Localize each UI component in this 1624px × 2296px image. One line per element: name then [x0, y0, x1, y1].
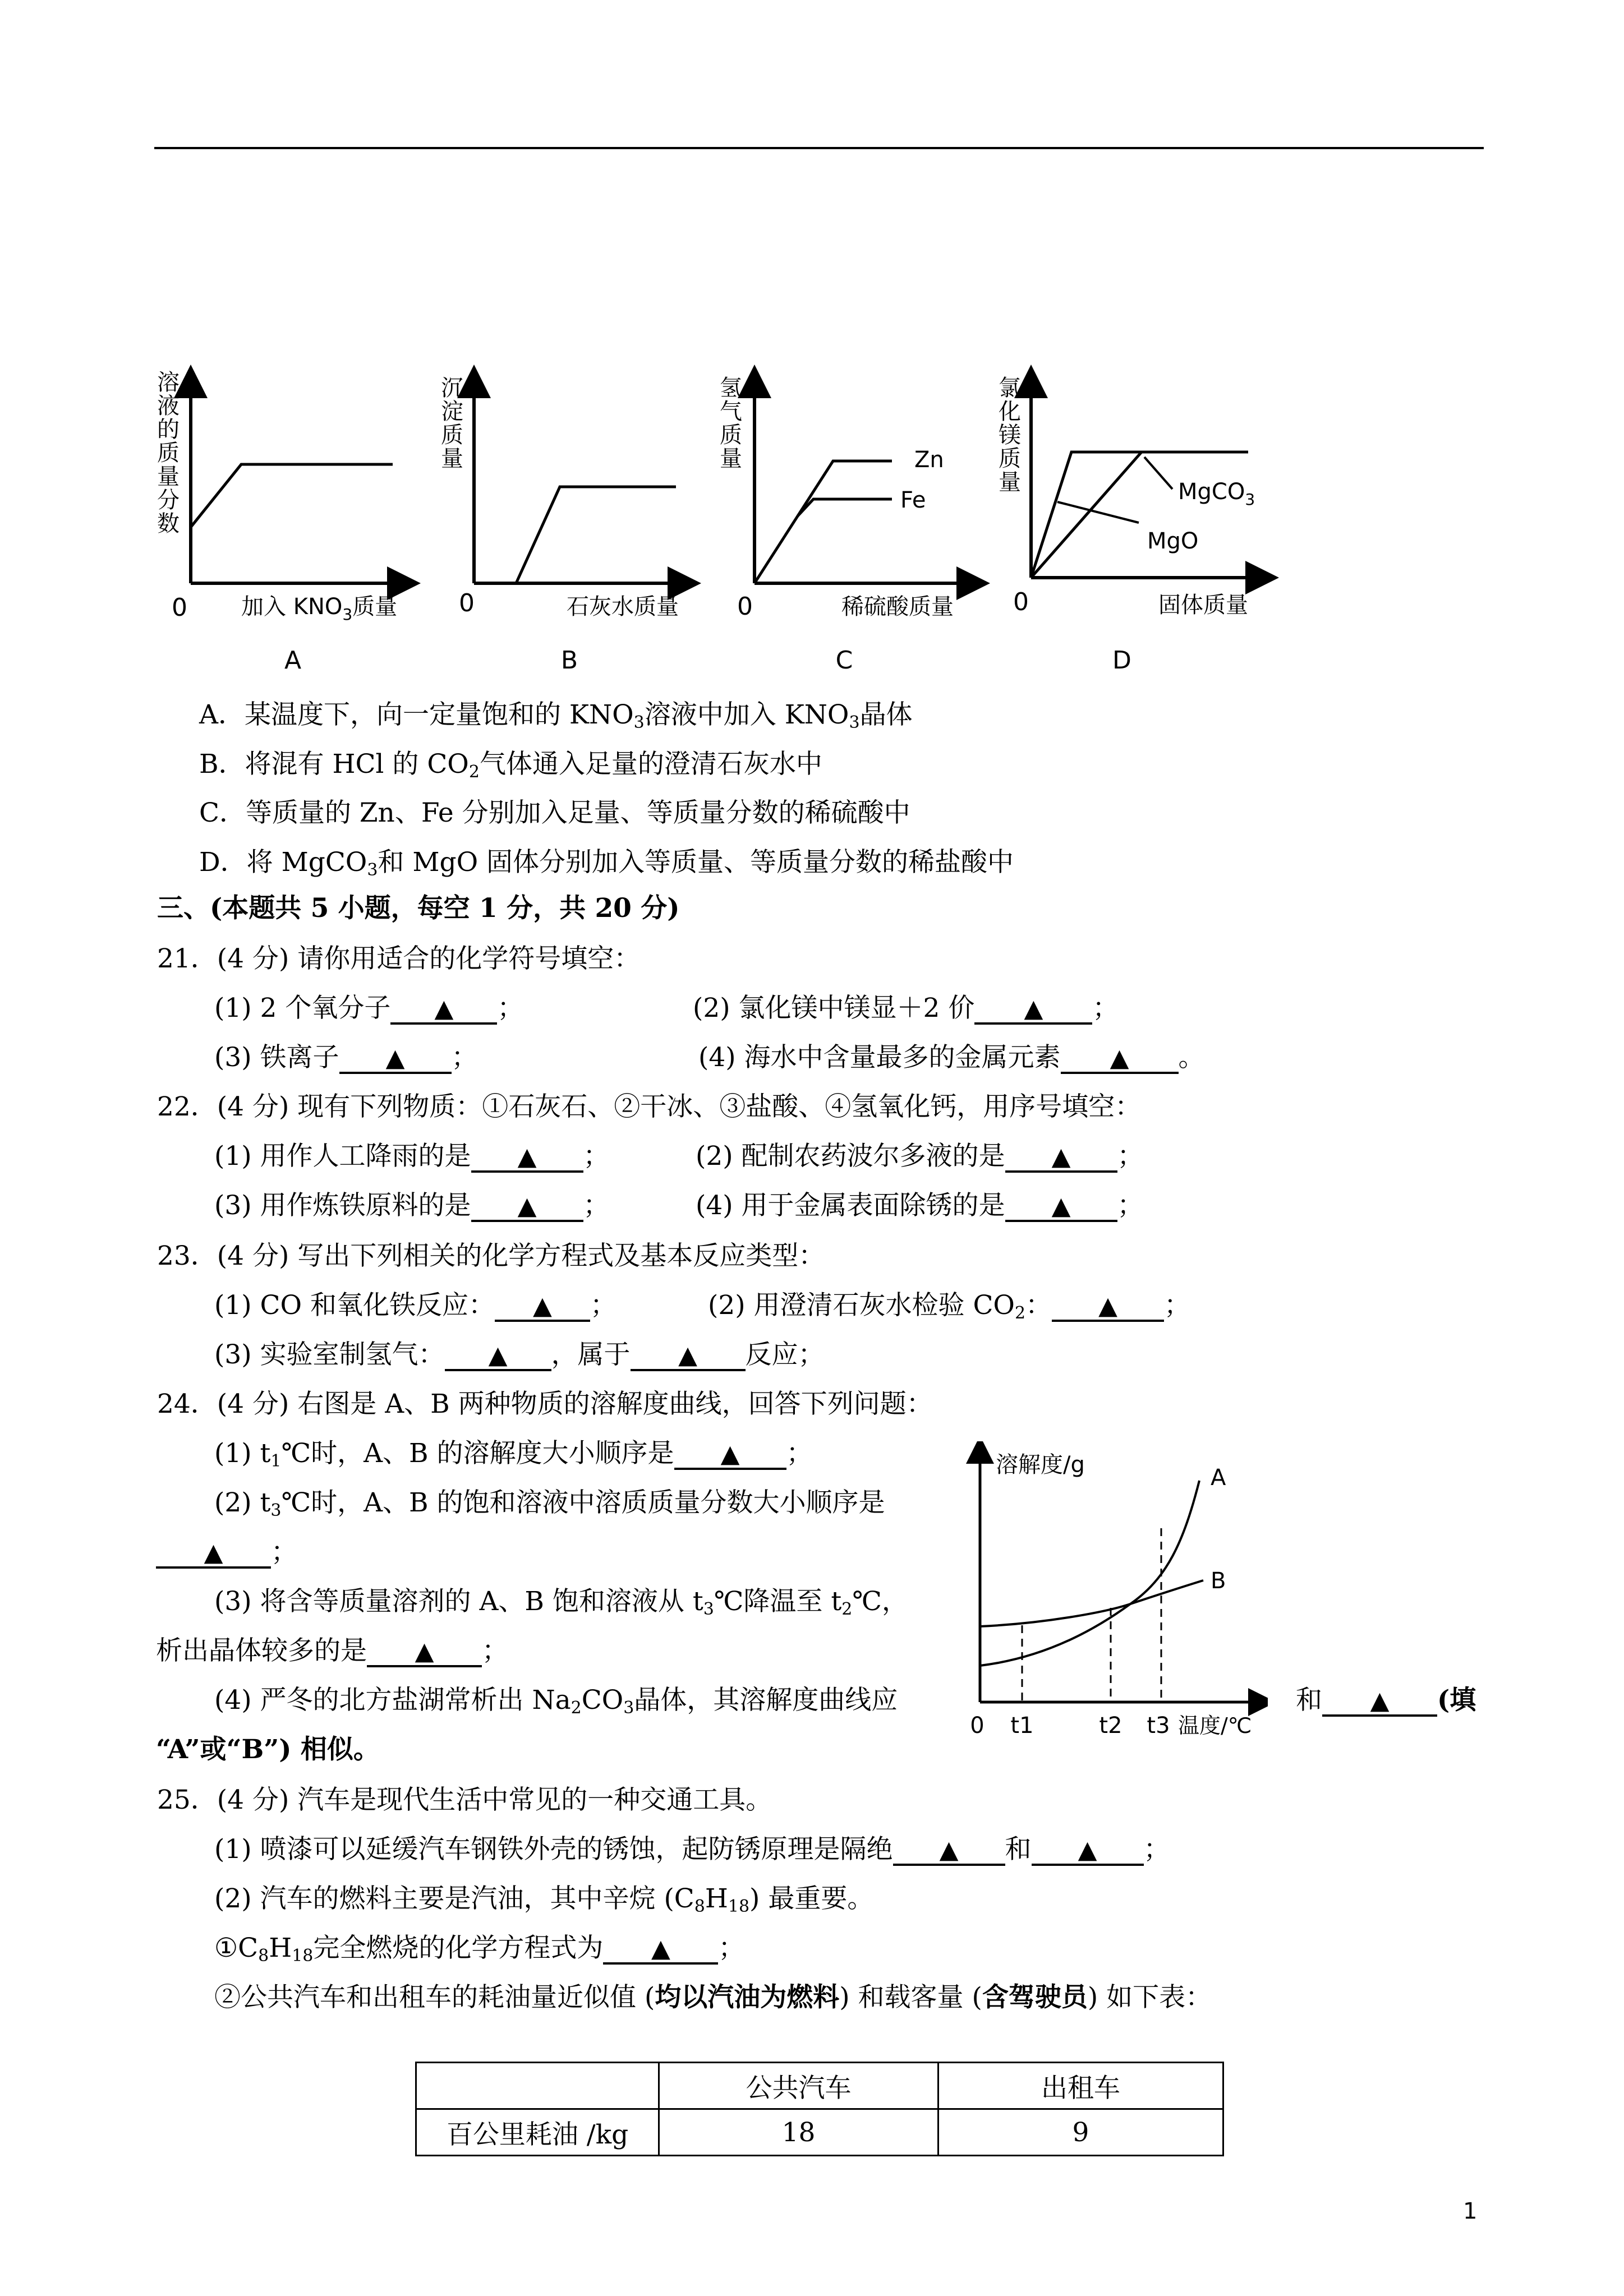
- graph-c: [720, 375, 973, 675]
- graph-c-letter: C: [835, 646, 853, 675]
- graph-b-origin: 0: [459, 589, 475, 617]
- solubility-tick-0: 0: [970, 1713, 984, 1739]
- fuel-table: [415, 2062, 1224, 2156]
- graph-a-origin: 0: [172, 593, 187, 622]
- q24-sub1: (1) $t_1℃$时，A、B 的溶解度大小顺序是 ▲ ；: [214, 1438, 813, 1471]
- solubility-label-b: B: [1211, 1568, 1226, 1594]
- graph-ylabel: 沉淀质量: [441, 375, 463, 472]
- option-b: B．将混有 HCl 的 $CO_2$气体通入足量的澄清石灰水中: [199, 749, 822, 782]
- graph-ylabel: 溶液的质量分数: [157, 370, 180, 537]
- graph-a-curve: [191, 464, 393, 527]
- q23-stem: 23．(4 分) 写出下列相关的化学方程式及基本反应类型：: [157, 1241, 825, 1271]
- q24-sub3-line2: 析出晶体较多的是 ▲ ；: [156, 1635, 508, 1666]
- graph-b-xlabel: 石灰水质量: [567, 594, 679, 620]
- graph-a-letter: A: [284, 646, 302, 675]
- svg-text:加入 KNO3质量: 加入 $KNO_3$质量: [241, 594, 398, 624]
- option-c: C．等质量的 Zn、Fe 分别加入足量、等质量分数的稀硫酸中: [199, 797, 910, 828]
- graph-d-origin: 0: [1013, 588, 1029, 616]
- q24-sub4: (4) 严冬的北方盐湖常析出 $Na_2CO_3$晶体，其溶解度曲线应: [214, 1685, 898, 1718]
- q21-sub1: (1) 2 个氧分子 ▲ ；: [214, 993, 524, 1023]
- table-cell: 18: [659, 2109, 938, 2156]
- table-row: [416, 2109, 1223, 2156]
- q21-sub3: (3) 铁离子 ▲ ；: [214, 1042, 478, 1073]
- solubility-xlabel: 温度/℃: [1178, 1713, 1252, 1738]
- solubility-curve-a: [980, 1481, 1199, 1666]
- q25-stem: 25．(4 分) 汽车是现代生活中常见的一种交通工具。: [157, 1785, 772, 1815]
- page-number: 1: [1463, 2198, 1478, 2224]
- solubility-ylabel: 溶解度/g: [996, 1452, 1085, 1478]
- q24-sub4-tail: 和 ▲ (填: [1296, 1685, 1476, 1716]
- q23-sub3: (3) 实验室制氢气： ▲ ，属于 ▲ 反应；: [214, 1339, 825, 1370]
- graph-d: [999, 375, 1262, 675]
- q21-sub4: (4) 海水中含量最多的金属元素 ▲ 。: [698, 1042, 1205, 1073]
- table-header-cell: 公共汽车: [659, 2063, 938, 2109]
- graph-c-curve-fe: [798, 499, 892, 516]
- table-header-row: [416, 2063, 1223, 2109]
- section-3-heading: 三、(本题共 5 小题，每空 1 分，共 20 分): [157, 893, 680, 924]
- q25-sub4: ②公共汽车和出租车的耗油量近似值 (均以汽油为燃料) 和载客量 (含驾驶员) 如下表：: [214, 1982, 1212, 2013]
- graph-b-curve: [474, 487, 676, 583]
- graph-d-letter: D: [1112, 646, 1131, 675]
- q24-sub2: (2) $t_3℃$时，A、B 的饱和溶液中溶质质量分数大小顺序是: [214, 1487, 885, 1520]
- table-cell: 9: [938, 2109, 1223, 2156]
- solubility-tick-t3: t3: [1147, 1713, 1170, 1739]
- q22-sub1: (1) 用作人工降雨的是 ▲ ；: [214, 1141, 610, 1172]
- graph-a: [157, 370, 404, 675]
- q22-sub3: (3) 用作炼铁原料的是 ▲ ；: [214, 1190, 610, 1221]
- q24-sub4-line2: “A”或“B”) 相似。: [156, 1734, 380, 1765]
- solubility-curve-b: [980, 1580, 1203, 1626]
- q24-sub2-answer: ▲ ；: [156, 1536, 297, 1569]
- graph-ylabel: 氯化镁质量: [999, 375, 1021, 495]
- graph-d-mgo-label: MgO: [1147, 528, 1199, 554]
- q23-sub2: (2) 用澄清石灰水检验 $CO_2$： ▲ ；: [708, 1290, 1191, 1323]
- q23-sub1: (1) CO 和氧化铁反应： ▲ ；: [214, 1290, 617, 1321]
- graph-c-fe-label: Fe: [900, 487, 926, 513]
- graph-c-xlabel: 稀硫酸质量: [841, 594, 954, 620]
- graph-ylabel: 氢气质量: [720, 375, 742, 472]
- q21-sub2: (2) 氯化镁中镁显＋2 价 ▲ ；: [693, 993, 1119, 1023]
- solubility-chart: [965, 1441, 1268, 1755]
- q21-stem: 21．(4 分) 请你用适合的化学符号填空：: [157, 943, 641, 974]
- q25-sub1: (1) 喷漆可以延缓汽车钢铁外壳的锈蚀，起防锈原理是隔绝 ▲ 和 ▲ ；: [214, 1834, 1170, 1865]
- option-d: D．将 MgCO$_3$和 MgO 固体分别加入等质量、等质量分数的稀盐酸中: [199, 847, 1014, 880]
- option-graphs: [0, 0, 1624, 690]
- graph-d-curve-mgo: [1031, 452, 1248, 578]
- graph-b-letter: B: [560, 646, 578, 675]
- solubility-label-a: A: [1211, 1465, 1226, 1491]
- graph-c-curve-zn: [755, 461, 892, 583]
- solubility-tick-t2: t2: [1099, 1713, 1122, 1739]
- graph-d-curve-mgco3: [1031, 452, 1142, 578]
- svg-text:MgCO3: MgCO$_3$: [1178, 479, 1255, 509]
- graph-d-xlabel: 固体质量: [1158, 592, 1248, 618]
- q22-sub2: (2) 配制农药波尔多液的是 ▲ ；: [696, 1141, 1144, 1172]
- table-header-cell: [416, 2063, 659, 2109]
- q22-stem: 22．(4 分) 现有下列物质：①石灰石、②干冰、③盐酸、④氢氧化钙，用序号填空：: [157, 1091, 1142, 1122]
- solubility-tick-t1: t1: [1010, 1713, 1034, 1739]
- q22-sub4: (4) 用于金属表面除锈的是 ▲ ；: [696, 1190, 1144, 1221]
- q25-sub2: (2) 汽车的燃料主要是汽油，其中辛烷 $(C_8H_{18})$ 最重要。: [214, 1883, 874, 1916]
- q25-sub3: $①C_8H_{18}$完全燃烧的化学方程式为 ▲ ；: [214, 1933, 745, 1966]
- q24-sub3: (3) 将含等质量溶剂的 A、B 饱和溶液从 $t_3℃$降温至 $t_2℃$，: [214, 1586, 908, 1619]
- q24-stem: 24．(4 分) 右图是 A、B 两种物质的溶解度曲线，回答下列问题：: [157, 1389, 933, 1419]
- graph-b: [441, 375, 684, 675]
- graph-c-zn-label: Zn: [914, 447, 944, 473]
- option-a: A．某温度下，向一定量饱和的 $KNO_3$溶液中加入 $KNO_3$晶体: [199, 699, 913, 732]
- graph-c-origin: 0: [737, 592, 753, 621]
- table-cell: 百公里耗油 /kg: [416, 2109, 659, 2156]
- table-header-cell: 出租车: [938, 2063, 1223, 2109]
